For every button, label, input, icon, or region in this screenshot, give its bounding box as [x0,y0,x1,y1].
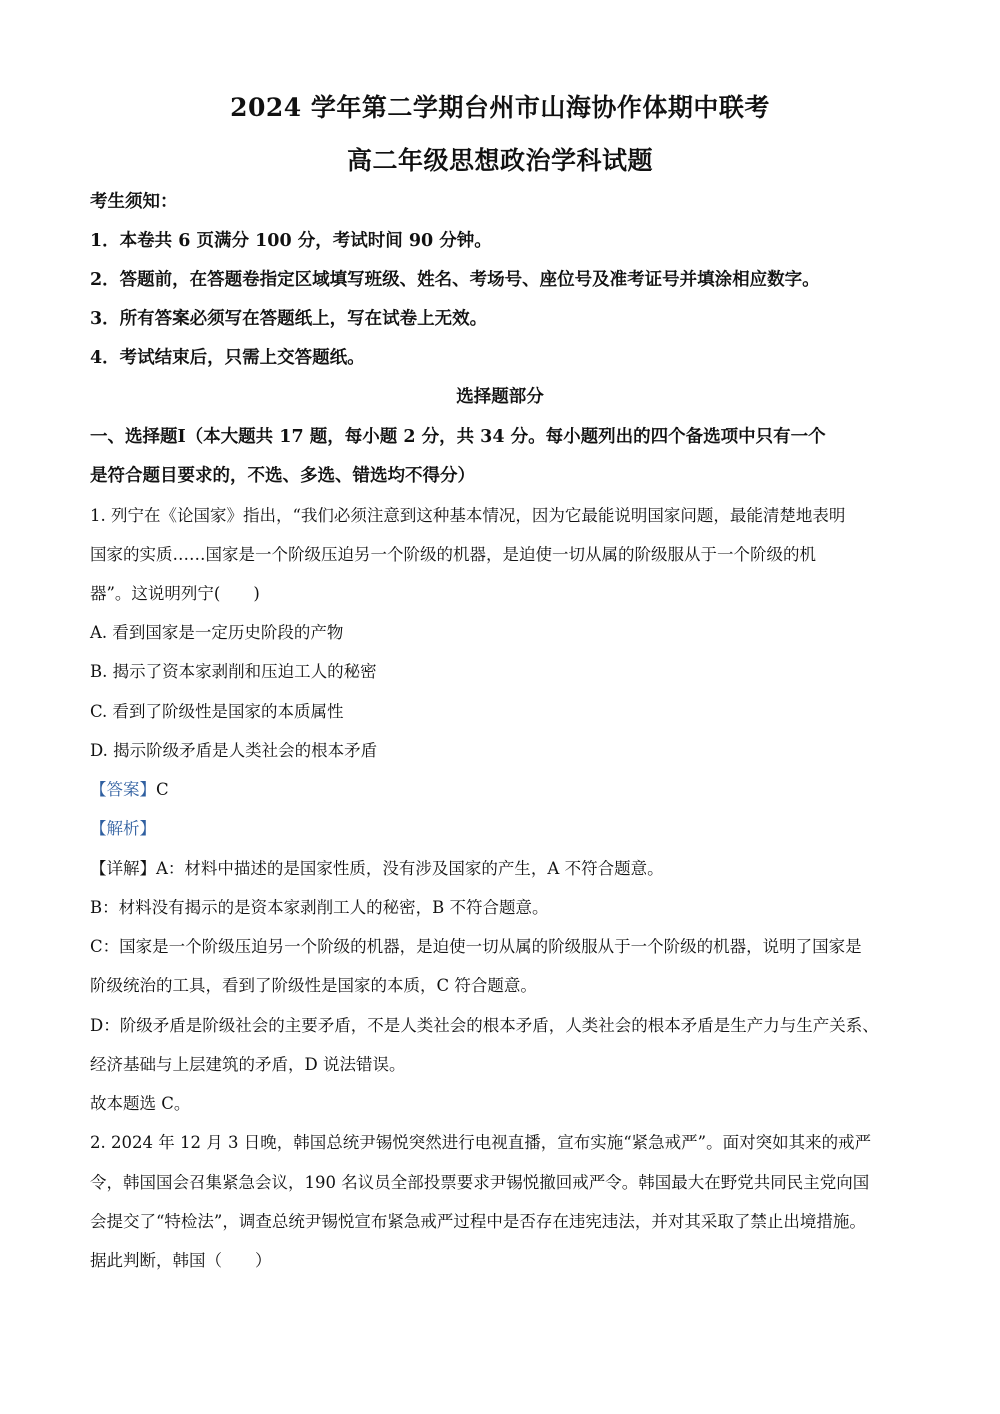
notice-item: 1．本卷共 6 页满分 100 分，考试时间 90 分钟。 [90,231,492,251]
notice-item: 2．答题前，在答题卷指定区域填写班级、姓名、考场号、座位号及准考证号并填涂相应数字。 [90,270,820,290]
q1-conclusion: 故本题选 C。 [90,1094,191,1113]
answer-value: C [156,780,169,799]
q1-stem-line: 1. 列宁在《论国家》指出，“我们必须注意到这种基本情况，因为它最能说明国家问题，最能清楚地表明 [90,506,846,525]
q2-stem-line: 令，韩国国会召集紧急会议，190 名议员全部投票要求尹锡悦撤回戒严令。韩国最大在野党共同民主党向国 [90,1173,870,1192]
exam-subtitle: 高二年级思想政治学科试题 [346,146,653,175]
q2-stem-line: 会提交了“特检法”，调查总统尹锡悦宣布紧急戒严过程中是否存在违宪违法，并对其采取了禁止出境措施。 [90,1212,866,1231]
section-instruction: 一、选择题Ⅰ（本大题共 17 题，每小题 2 分，共 34 分。每小题列出的四个备选项中只有一个 [90,427,826,447]
q1-stem-line: 器”。这说明列宁( ) [90,584,260,603]
q1-option-a: A. 看到国家是一定历史阶段的产物 [90,623,344,642]
notice-heading: 考生须知： [90,192,178,212]
q1-detail-line [90,857,930,881]
q1-detail-line: 经济基础与上层建筑的矛盾，D 说法错误。 [90,1055,406,1074]
detail-tag: 【详解】 [90,859,156,878]
q2-stem-line: 据此判断，韩国（ ） [90,1251,272,1270]
q1-option-b: B. 揭示了资本家剥削和压迫工人的秘密 [90,662,377,681]
section-title: 选择题部分 [456,387,544,407]
q1-detail-line: 阶级统治的工具，看到了阶级性是国家的本质，C 符合题意。 [90,976,537,995]
q1-answer [90,778,930,802]
notice-item: 3．所有答案必须写在答题纸上，写在试卷上无效。 [90,309,488,329]
answer-tag: 【答案】 [90,780,156,799]
analysis-tag: 【解析】 [90,819,156,838]
q1-option-c: C. 看到了阶级性是国家的本质属性 [90,702,344,721]
section-instruction: 是符合题目要求的，不选、多选、错选均不得分） [90,466,475,486]
q1-detail-line: D：阶级矛盾是阶级社会的主要矛盾，不是人类社会的根本矛盾，人类社会的根本矛盾是生产力与生产关系、 [90,1016,879,1035]
q1-option-d: D. 揭示阶级矛盾是人类社会的根本矛盾 [90,741,378,760]
notice-item: 4．考试结束后，只需上交答题纸。 [90,348,365,368]
q1-stem-line: 国家的实质……国家是一个阶级压迫另一个阶级的机器，是迫使一切从属的阶级服从于一个阶级的机 [90,545,816,564]
q1-analysis [90,817,930,841]
q1-detail-line: C：国家是一个阶级压迫另一个阶级的机器，是迫使一切从属的阶级服从于一个阶级的机器，说明了国家是 [90,937,862,956]
q2-stem-line: 2. 2024 年 12 月 3 日晚，韩国总统尹锡悦突然进行电视直播，宣布实施“紧急戒严”。面对突如其来的戒严 [90,1133,872,1152]
detail-text: A：材料中描述的是国家性质，没有涉及国家的产生，A 不符合题意。 [156,859,664,878]
exam-title: 2024 学年第二学期台州市山海协作体期中联考 [230,93,770,122]
q1-detail-line: B：材料没有揭示的是资本家剥削工人的秘密，B 不符合题意。 [90,898,549,917]
